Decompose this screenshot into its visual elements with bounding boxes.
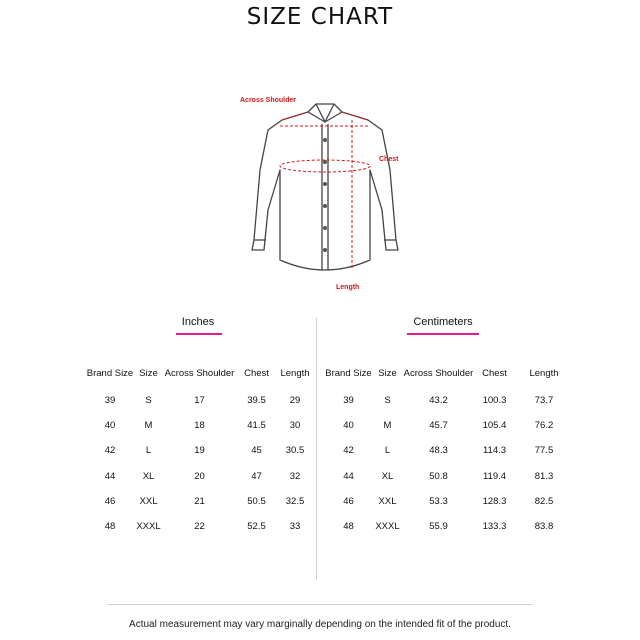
table-cell: 32 (289, 470, 301, 482)
table-cell: 105.4 (482, 420, 507, 432)
table-row (323, 514, 575, 539)
table-row (85, 413, 314, 438)
table-cell: 82.5 (534, 495, 554, 507)
table-cell: L (384, 445, 391, 457)
table-header-row (85, 358, 314, 388)
shirt-measurement-diagram (230, 90, 420, 300)
table-cell: 40 (343, 420, 354, 432)
table-cell: XL (142, 470, 155, 482)
table-cell: 42 (104, 445, 116, 457)
table-cell: 83.8 (534, 521, 554, 533)
table-cell: 53.3 (429, 495, 448, 507)
page-title: SIZE CHART (246, 4, 394, 30)
table-cell: 22 (194, 521, 205, 533)
column-header: Length (529, 367, 559, 379)
table-cell: 30 (289, 420, 301, 432)
column-header: Brand Size (86, 367, 134, 379)
table-cell: 30.5 (285, 445, 305, 457)
table-cell: 18 (194, 420, 205, 432)
table-cell: 47 (251, 470, 262, 482)
inches-size-table (85, 358, 314, 539)
table-cell: 55.9 (429, 521, 448, 533)
table-row (323, 489, 575, 514)
table-row (85, 489, 314, 514)
column-header: Across Shoulder (403, 367, 474, 379)
table-cell: 77.5 (534, 445, 554, 457)
table-cell: 114.3 (482, 445, 507, 457)
table-cell: 73.7 (534, 395, 554, 407)
centimeters-underline (407, 333, 479, 335)
table-cell: 39 (343, 395, 354, 407)
table-row (85, 388, 314, 413)
footer-note: Actual measurement may vary marginally depending on the intended fit of the product. (129, 619, 511, 630)
table-cell: 50.8 (429, 470, 448, 482)
table-cell: 46 (104, 495, 116, 507)
table-cell: 44 (343, 470, 354, 482)
table-cell: 40 (104, 420, 116, 432)
table-row (85, 438, 314, 463)
table-cell: 76.2 (534, 420, 554, 432)
table-cell: L (145, 445, 152, 457)
table-header-row (323, 358, 575, 388)
footer-divider (108, 604, 532, 605)
table-cell: 33 (289, 521, 301, 533)
table-cell: 45 (251, 445, 262, 457)
table-cell: 52.5 (247, 521, 266, 533)
chest-label: Chest (379, 156, 399, 163)
table-cell: XL (381, 470, 394, 482)
column-header: Size (378, 367, 397, 379)
table-cell: 44 (104, 470, 116, 482)
table-cell: 50.5 (247, 495, 266, 507)
table-cell: 43.2 (429, 395, 448, 407)
table-row (85, 514, 314, 539)
across-shoulder-label: Across Shoulder (240, 97, 297, 104)
column-header: Brand Size (325, 367, 372, 379)
column-header: Size (139, 367, 158, 379)
table-cell: 100.3 (482, 395, 507, 407)
table-cell: 46 (343, 495, 354, 507)
table-row (323, 413, 575, 438)
table-cell: 32.5 (285, 495, 305, 507)
inches-underline (176, 333, 222, 335)
table-cell: 39.5 (247, 395, 266, 407)
table-cell: XXXL (136, 521, 161, 533)
column-header: Across Shoulder (164, 367, 235, 379)
column-header: Chest (244, 367, 269, 379)
table-cell: 48.3 (429, 445, 448, 457)
table-cell: 41.5 (247, 420, 266, 432)
table-cell: 42 (343, 445, 354, 457)
table-row (323, 438, 575, 463)
table-cell: S (384, 395, 391, 407)
length-label: Length (336, 284, 360, 291)
column-header: Length (280, 367, 310, 379)
table-cell: 81.3 (534, 470, 554, 482)
table-row (323, 464, 575, 489)
column-divider (316, 318, 317, 580)
table-cell: XXXL (375, 521, 400, 533)
table-cell: 39 (104, 395, 116, 407)
table-cell: 20 (194, 470, 205, 482)
table-cell: M (383, 420, 392, 432)
table-cell: XXL (378, 495, 397, 507)
table-cell: XXL (139, 495, 158, 507)
table-cell: 48 (343, 521, 354, 533)
table-cell: 45.7 (429, 420, 448, 432)
centimeters-size-table (323, 358, 575, 539)
table-cell: 48 (104, 521, 116, 533)
table-cell: M (144, 420, 153, 432)
table-row (323, 388, 575, 413)
table-cell: 133.3 (482, 521, 507, 533)
column-header: Chest (482, 367, 507, 379)
shirt-illustration (230, 90, 420, 300)
table-cell: 119.4 (482, 470, 507, 482)
centimeters-heading: Centimeters (413, 316, 473, 328)
table-cell: 21 (194, 495, 205, 507)
table-cell: 29 (289, 395, 301, 407)
inches-heading: Inches (181, 316, 215, 328)
table-cell: 128.3 (482, 495, 507, 507)
table-cell: 19 (194, 445, 205, 457)
table-cell: 17 (194, 395, 205, 407)
table-cell: S (145, 395, 152, 407)
table-row (85, 464, 314, 489)
